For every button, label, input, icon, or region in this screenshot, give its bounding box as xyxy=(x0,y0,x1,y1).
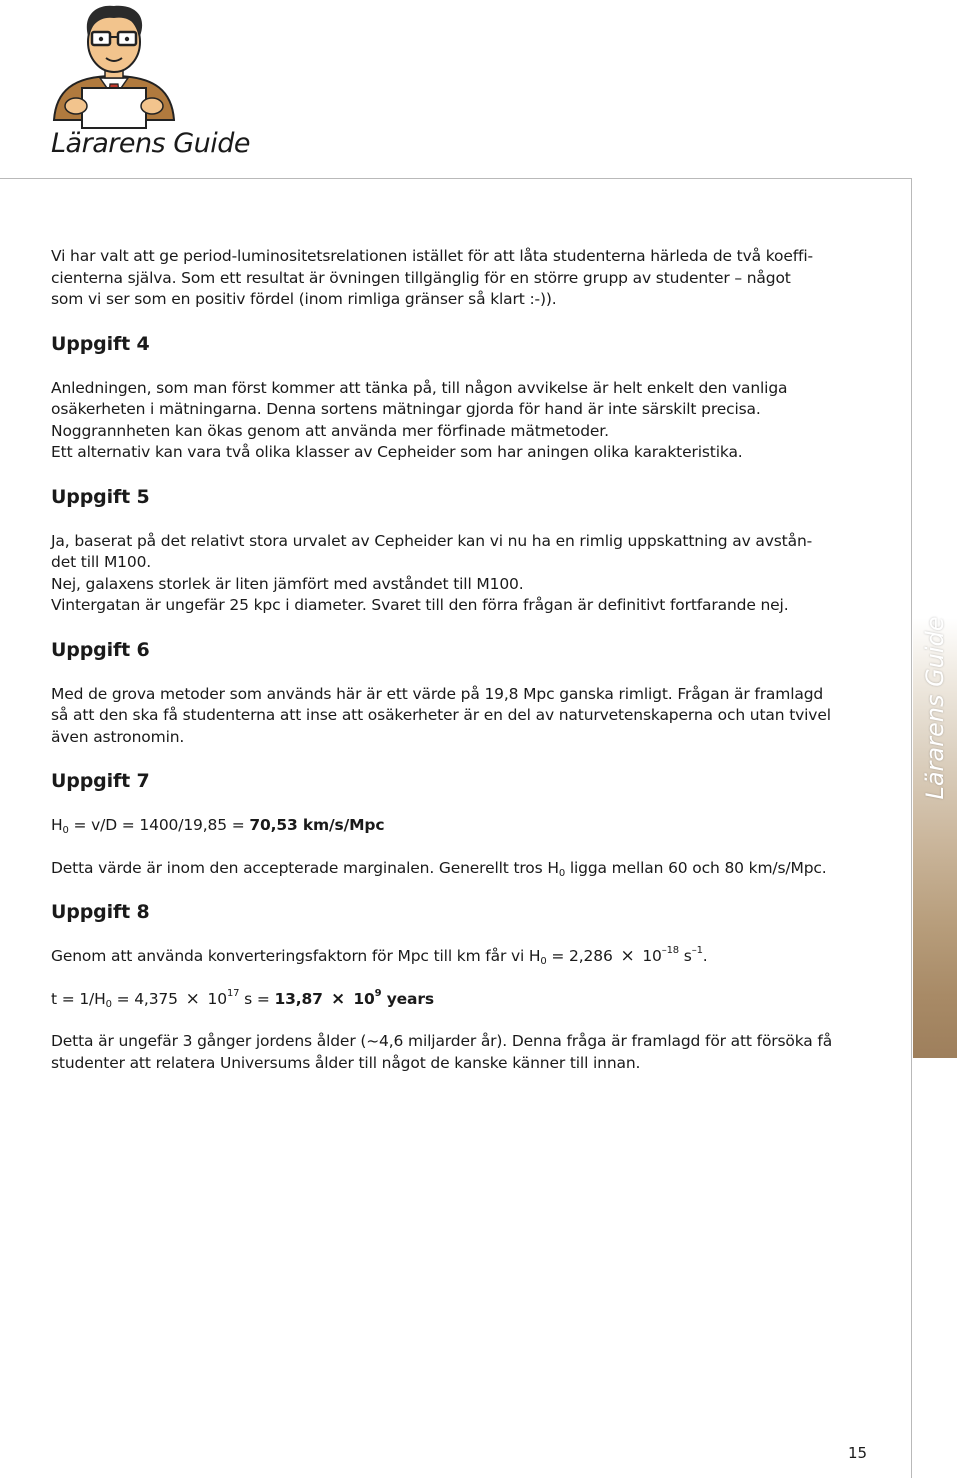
u8-line: Detta är ungefär 3 gånger jordens ålder (~4,6 miljarder år). Denna fråga är framlagd för att försöka få xyxy=(51,1032,833,1050)
age-equation: $t = 1/H_0 = 4,375 \times 10^{17}$ $s = 13,87 \times 10^9$ years xyxy=(51,987,434,1010)
u5-line: Ja, baserat på det relativt stora urvalet av Cepheider kan vi nu ha en rimlig uppskattning av avstån- xyxy=(51,531,813,550)
u6-line: även astronomin. xyxy=(51,727,185,746)
section-heading-uppgift-7: Uppgift 7 xyxy=(51,770,150,792)
section-heading-uppgift-5: Uppgift 5 xyxy=(51,485,150,508)
section-heading-uppgift-6: Uppgift 6 xyxy=(51,638,150,661)
u7-line: Detta värde är inom den accepterade marginalen. Generellt tros $H_0$ ligga mellan 60 och 80 km/s/Mpc. xyxy=(51,858,827,879)
intro-line: som vi ser som en positiv fördel (inom rimliga gränser så klart :-)). xyxy=(51,290,557,308)
u5-line: Nej, galaxens storlek är liten jämfört med avståndet till M100. xyxy=(51,574,524,593)
side-banner-label: Lärarens Guide xyxy=(921,616,949,800)
intro-line: cienterna själva. Som ett resultat är övningen tillgänglig för en större grupp av studenter – något xyxy=(51,268,791,287)
teacher-mascot-icon xyxy=(48,2,180,132)
u4-line: osäkerheten i mätningarna. Denna sortens mätningar gjorda för hand är inte särskilt precisa. xyxy=(51,400,761,418)
main-content xyxy=(51,246,881,1074)
u6-line: Med de grova metoder som används här är ett värde på 19,8 Mpc ganska rimligt. Frågan är framlagd xyxy=(51,684,824,703)
u4-line: Anledningen, som man först kommer att tänka på, till någon avvikelse är helt enkelt den vanliga xyxy=(51,378,788,397)
hubble-equation: $H_0 = v/D = 1400/19,85 = 70,53$ km/s/Mpc xyxy=(51,816,385,836)
section-heading-uppgift-4: Uppgift 4 xyxy=(51,332,150,355)
u4-line: Ett alternativ kan vara två olika klasser av Cepheider som har aningen olika karakteristika. xyxy=(51,443,743,461)
section-heading-uppgift-8: Uppgift 8 xyxy=(51,901,150,923)
hubble-result: 70,53 km/s/Mpc xyxy=(249,816,385,834)
u4-line: Noggrannheten kan ökas genom att använda mer förfinade mätmetoder. xyxy=(51,421,609,440)
u6-line: så att den ska få studenterna att inse att osäkerheter är en del av naturvetenskaperna och utan tvivel xyxy=(51,706,831,724)
intro-line: Vi har valt att ge period-luminositetsrelationen istället för att låta studenterna härleda de två koeffi- xyxy=(51,247,813,265)
u5-line: Vintergatan är ungefär 25 kpc i diameter. Svaret till den förra frågan är definitivt fortfarande nej. xyxy=(51,596,789,614)
u5-line: det till M100. xyxy=(51,553,152,571)
conversion-equation: Genom att använda konverteringsfaktorn för Mpc till km får vi $H_0 = 2,286 \times 10^{-18}$ $s^{-1}$. xyxy=(51,945,708,967)
page-number: 15 xyxy=(848,1444,868,1462)
u8-line: studenter att relatera Universums ålder till något de kanske känner till innan. xyxy=(51,1053,641,1072)
header-title: Lärarens Guide xyxy=(51,128,250,159)
age-result: $13,87 \times 10^9$ years xyxy=(274,987,434,1009)
